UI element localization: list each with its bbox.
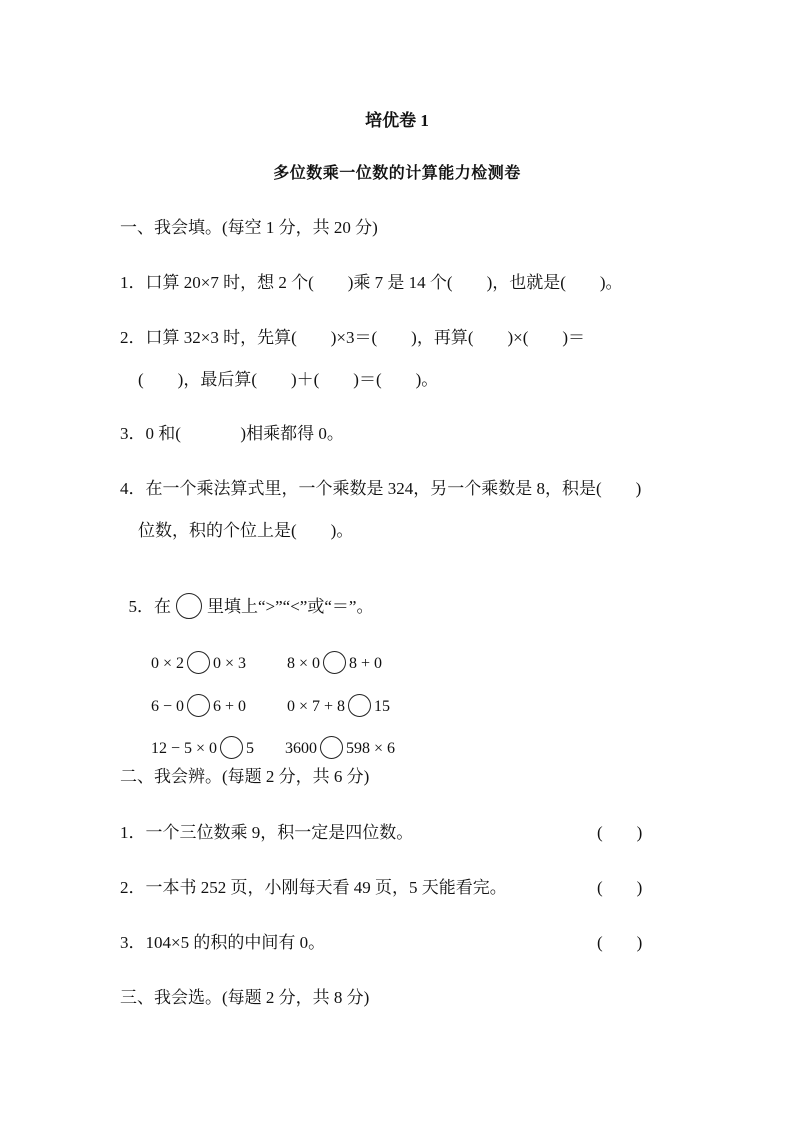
- judge-item-3: 3．104×5 的积的中间有 0。: [120, 933, 326, 952]
- circle-icon: [176, 593, 202, 619]
- question-4-line1: 4．在一个乘法算式里，一个乘数是 324，另一个乘数是 8，积是( ): [120, 479, 642, 498]
- answer-circle[interactable]: [320, 736, 343, 759]
- comparison-item: [277, 710, 395, 762]
- answer-circle[interactable]: [220, 736, 243, 759]
- section1-heading: 一、我会填。(每空 1 分，共 20 分): [120, 218, 378, 237]
- question-3: 3．0 和( )相乘都得 0。: [120, 424, 344, 443]
- comparison-right: 8 + 0: [349, 655, 383, 672]
- question-5: [120, 573, 373, 621]
- question-2-line1: 2．口算 32×3 时，先算( )×3＝( )，再算( )×( )＝: [120, 328, 586, 347]
- judge-answer-3[interactable]: ( ): [597, 933, 643, 952]
- comparison-item: [143, 710, 254, 762]
- question-2-line2: ( )，最后算( )＋( )＝( )。: [138, 370, 439, 389]
- section3-heading: 三、我会选。(每题 2 分，共 8 分): [120, 988, 370, 1007]
- comparison-right: 0 × 3: [213, 655, 247, 672]
- page-subtitle: 多位数乘一位数的计算能力检测卷: [273, 165, 521, 182]
- judge-answer-2[interactable]: ( ): [597, 878, 643, 897]
- judge-item-1: 1．一个三位数乘 9，积一定是四位数。: [120, 823, 414, 842]
- question-4-line2: 位数，积的个位上是( )。: [138, 521, 354, 540]
- question-5-prefix: 5．在: [128, 596, 171, 616]
- comparison-left: 3600: [285, 740, 317, 757]
- comparison-left: 8 × 0: [287, 655, 321, 672]
- comparison-left: 0 × 2: [151, 655, 185, 672]
- comparison-right: 598 × 6: [346, 740, 396, 757]
- section2-heading: 二、我会辨。(每题 2 分，共 6 分): [120, 767, 370, 786]
- question-5-suffix: 里填上“>”“<”或“＝”。: [207, 596, 374, 616]
- comparison-right: 15: [374, 698, 391, 715]
- page-title: 培优卷 1: [365, 111, 429, 130]
- comparison-left: 12 − 5 × 0: [151, 740, 218, 757]
- comparison-right: 6 + 0: [213, 698, 247, 715]
- comparison-right: 5: [246, 740, 255, 757]
- judge-item-2: 2．一本书 252 页，小刚每天看 49 页，5 天能看完。: [120, 878, 507, 897]
- comparison-left: 0 × 7 + 8: [287, 698, 346, 715]
- comparison-left: 6 − 0: [151, 698, 185, 715]
- question-1: 1．口算 20×7 时，想 2 个( )乘 7 是 14 个( )，也就是( )。: [120, 273, 623, 292]
- judge-answer-1[interactable]: ( ): [597, 823, 643, 842]
